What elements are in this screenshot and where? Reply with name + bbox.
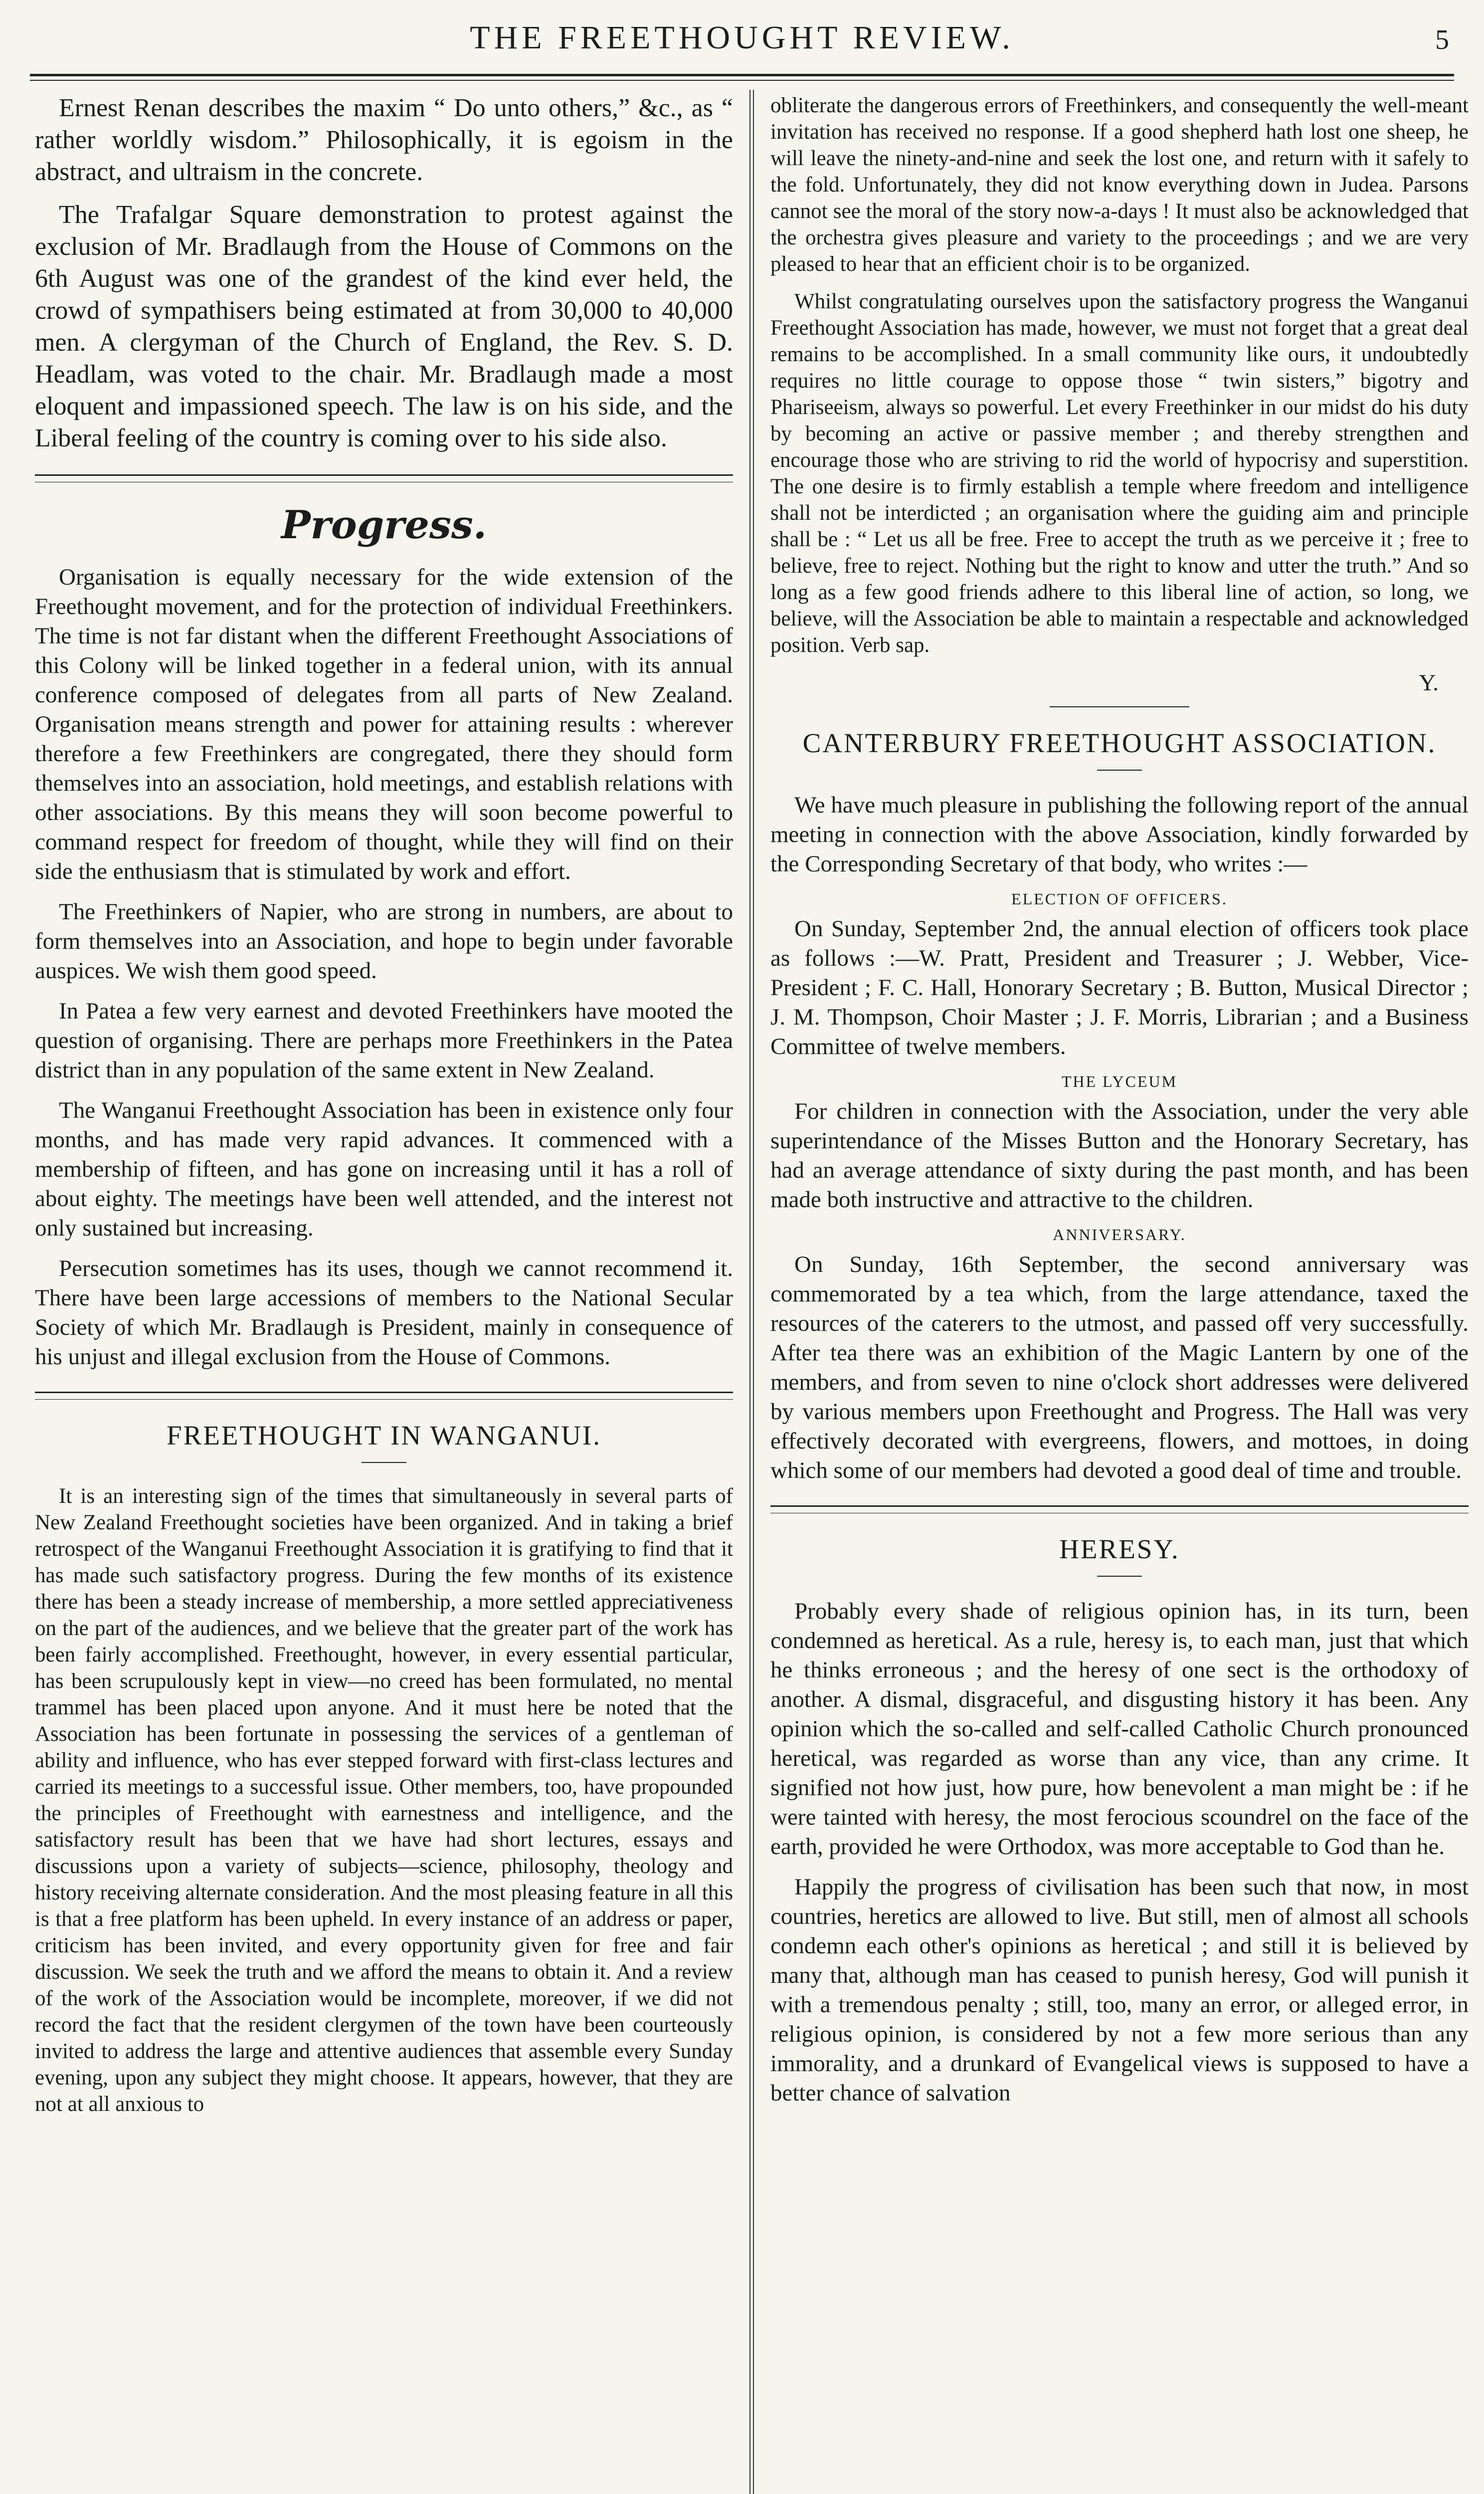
- paragraph: Organisation is equally necessary for the wide extension of the Freethought movement, and for the protection of individual Freethinkers. The time is not far distant when the different Freethought Associations of this Colony will be linked together in a federal union, with its annual conference composed of delegates from all parts of New Zealand. Organisation means strength and power for attaining results : wherever therefore a few Freethinkers are congregated, there they should form themselves into an association, hold meetings, and establish relations with other associations. By this means they will soon become powerful to command respect for freedom of thought, while they will find on their side the enthusiasm that is stimulated by work and effort.: [35, 564, 733, 884]
- section-heading-heresy: HERESY.: [1059, 1534, 1180, 1564]
- heading-rule: [1097, 1576, 1142, 1577]
- wanganui-continuation: [770, 92, 1469, 658]
- paragraph: On Sunday, 16th September, the second anniversary was commemorated by a tea which, from the large attendance, taxed the resources of the caterers to the utmost, and passed off very successfully. After tea there was an exhibition of the Magic Lantern by one of the members, and from seven to nine o'clock short addresses were delivered by various members upon Freethought and Progress. The Hall was very effectively decorated with evergreens, flowers, and mottoes, in doing which some of our members had devoted a good deal of time and trouble.: [770, 1251, 1469, 1483]
- section-rule: [35, 1392, 733, 1400]
- wanganui-article: [35, 1483, 733, 2117]
- right-column: [770, 92, 1469, 2494]
- subheading-lyceum: THE LYCEUM: [1061, 1072, 1178, 1090]
- signature: Y.: [1419, 670, 1439, 696]
- subheading-election: ELECTION OF OFFICERS.: [1011, 890, 1228, 908]
- section-heading-progress: Progress.: [281, 502, 487, 548]
- section-rule: [35, 474, 733, 482]
- header-rule-thick: [30, 74, 1454, 76]
- section-heading-wanganui: FREETHOUGHT IN WANGANUI.: [167, 1420, 601, 1451]
- heresy-article: [770, 1597, 1469, 2108]
- paragraph: Probably every shade of religious opinion has, in its turn, been condemned as heretical. As a rule, heresy is, to each man, just that which he thinks erroneous ; and the heresy of one sect is the orthodoxy of another. A dismal, disgraceful, and disgusting history it has been. Any opinion which the so-called and self-called Catholic Church pronounced heretical, was regarded as worse than any vice, than any crime. It signified not how just, how pure, how benevolent a man might be : if he were tainted with heresy, the most ferocious scoundrel on the face of the earth, provided he were Orthodox, was more acceptable to God than he.: [770, 1598, 1469, 1860]
- left-column: [35, 92, 733, 2494]
- column-divider: [753, 90, 754, 2494]
- canterbury-article: [770, 791, 1469, 1485]
- heading-rule: [362, 1462, 406, 1463]
- paragraph: Persecution sometimes has its uses, though we cannot recommend it. There have been large accessions of members to the National Secular Society of which Mr. Bradlaugh is President, mainly in consequence of his unjust and illegal exclusion from the House of Commons.: [35, 1255, 733, 1370]
- heading-rule: [1097, 770, 1142, 771]
- paragraph: obliterate the dangerous errors of Freethinkers, and consequently the well-meant invitation has received no response. If a good shepherd hath lost one sheep, he will leave the ninety-and-nine and seek the lost one, and return with it safely to the fold. Unfortunately, they did not know everything down in Judea. Parsons cannot see the moral of the story now-a-days ! It must also be acknowledged that the orchestra gives pleasure and variety to the proceedings ; and we are very pleased to hear that an efficient choir is to be organized.: [770, 94, 1469, 276]
- paragraph: In Patea a few very earnest and devoted Freethinkers have mooted the question of organising. There are perhaps more Freethinkers in the Patea district than in any population of the same extent in New Zealand.: [35, 998, 733, 1083]
- intro-notes: [35, 92, 733, 454]
- page-number: 5: [1435, 24, 1449, 55]
- paragraph: The Trafalgar Square demonstration to protest against the exclusion of Mr. Bradlaugh from the House of Commons on the 6th August was one of the grandest of the kind ever held, the crowd of sympathisers being estimated at from 30,000 to 40,000 men. A clergyman of the Church of England, the Rev. S. D. Headlam, was voted to the chair. Mr. Bradlaugh made a most eloquent and impassioned speech. The law is on his side, and the Liberal feeling of the country is coming over to his side also.: [35, 201, 733, 452]
- section-rule: [770, 1505, 1469, 1513]
- column-divider: [749, 90, 750, 2494]
- section-heading-canterbury: CANTERBURY FREETHOUGHT ASSOCIATION.: [802, 728, 1437, 758]
- paragraph: It is an interesting sign of the times that simultaneously in several parts of New Zealand Freethought societies have been organized. And in taking a brief retrospect of the Wanganui Freethought Association it is gratifying to find that it has made such satisfactory progress. During the few months of its existence there has been a steady increase of membership, a more settled appreciativeness on the part of the audiences, and we believe that the greater part of the work has been fairly accomplished. Freethought, however, in every essential particular, has been scrupulously kept in view—no creed has been formulated, no mental trammel has been placed upon anyone. And it must here be noted that the Association has been fortunate in possessing the services of a gentleman of ability and influence, who has ever stepped forward with first-class lectures and carried its meetings to a successful issue. Other members, too, have propounded the principles of Freethought with earnestness and intelligence, and the satisfactory result has been that we have had short lectures, essays and discussions upon a variety of subjects—science, philosophy, theology and history receiving alternate consideration. And the most pleasing feature in all this is that a free platform has been upheld. In every instance of an address or paper, criticism has been invited, and every opportunity given for free and fair discussion. We seek the truth and we afford the means to obtain it. And a review of the work of the Association would be incomplete, moreover, if we did not record the fact that the resident clergymen of the town have been courteously invited to address the large and attentive audiences that assemble every Sunday evening, upon any subject they might choose. It appears, however, that they are not at all anxious to: [35, 1484, 733, 2116]
- paragraph: Happily the progress of civilisation has been such that now, in most countries, heretics are allowed to live. But still, men of almost all schools condemn each other's opinions as heretical ; and still it is believed by many that, although man has ceased to punish heresy, God will punish it with a tremendous penalty ; still, too, many an error, or alleged error, in religious opinion, is considered by not a few more serious than any immorality, and a drunkard of Evangelical views is supposed to have a better chance of salvation: [770, 1874, 1469, 2106]
- section-rule: [1050, 706, 1189, 707]
- subheading-anniversary: ANNIVERSARY.: [1053, 1226, 1186, 1244]
- paragraph: We have much pleasure in publishing the following report of the annual meeting in connection with the above Association, kindly forwarded by the Corresponding Secretary of that body, who writes :—: [770, 792, 1469, 877]
- paragraph: On Sunday, September 2nd, the annual election of officers took place as follows :—W. Pratt, President and Treasurer ; J. Webber, Vice-President ; F. C. Hall, Honorary Secretary ; B. Button, Musical Director ; J. M. Thompson, Choir Master ; J. F. Morris, Librarian ; and a Business Committee of twelve members.: [770, 916, 1469, 1059]
- paragraph: Whilst congratulating ourselves upon the satisfactory progress the Wanganui Freethought Association has made, however, we must not forget that a great deal remains to be accomplished. In a small community like ours, it undoubtedly requires no little courage to oppose those “ twin sisters,” bigotry and Phariseeism, always so powerful. Let every Freethinker in our midst do his duty by becoming an active or passive member ; and thereby strengthen and encourage those who are striving to rid the world of hypocrisy and superstition. The one desire is to firmly establish a temple where freedom and intelligence shall not be interdicted ; an organisation where the guiding aim and principle shall be : “ Let us all be free. Free to accept the truth as we perceive it ; free to believe, free to reject. Nothing but the right to know and utter the truth.” And so long as a few good friends adhere to this liberal line of action, so long, we believe, will the Association be able to maintain a respectable and acknowledged position. Verb sap.: [770, 290, 1469, 657]
- paragraph: The Freethinkers of Napier, who are strong in numbers, are about to form themselves into an Association, and hope to begin under favorable auspices. We wish them good speed.: [35, 899, 733, 984]
- progress-article: [35, 563, 733, 1372]
- page-header: [30, 15, 1454, 70]
- paragraph: For children in connection with the Association, under the very able superintendance of the Misses Button and the Honorary Secretary, has had an average attendance of sixty during the past month, and has been made both instructive and attractive to the children.: [770, 1098, 1469, 1213]
- paragraph: The Wanganui Freethought Association has been in existence only four months, and has made very rapid advances. It commenced with a membership of fifteen, and has gone on increasing until it has a roll of about eighty. The meetings have been well attended, and the interest not only sustained but increasing.: [35, 1097, 733, 1241]
- header-rule-thin: [30, 80, 1454, 81]
- paragraph: Ernest Renan describes the maxim “ Do unto others,” &c., as “ rather worldly wisdom.” Philosophically, it is egoism in the abstract, and ultraism in the concrete.: [35, 94, 733, 186]
- running-title: THE FREETHOUGHT REVIEW.: [470, 19, 1014, 56]
